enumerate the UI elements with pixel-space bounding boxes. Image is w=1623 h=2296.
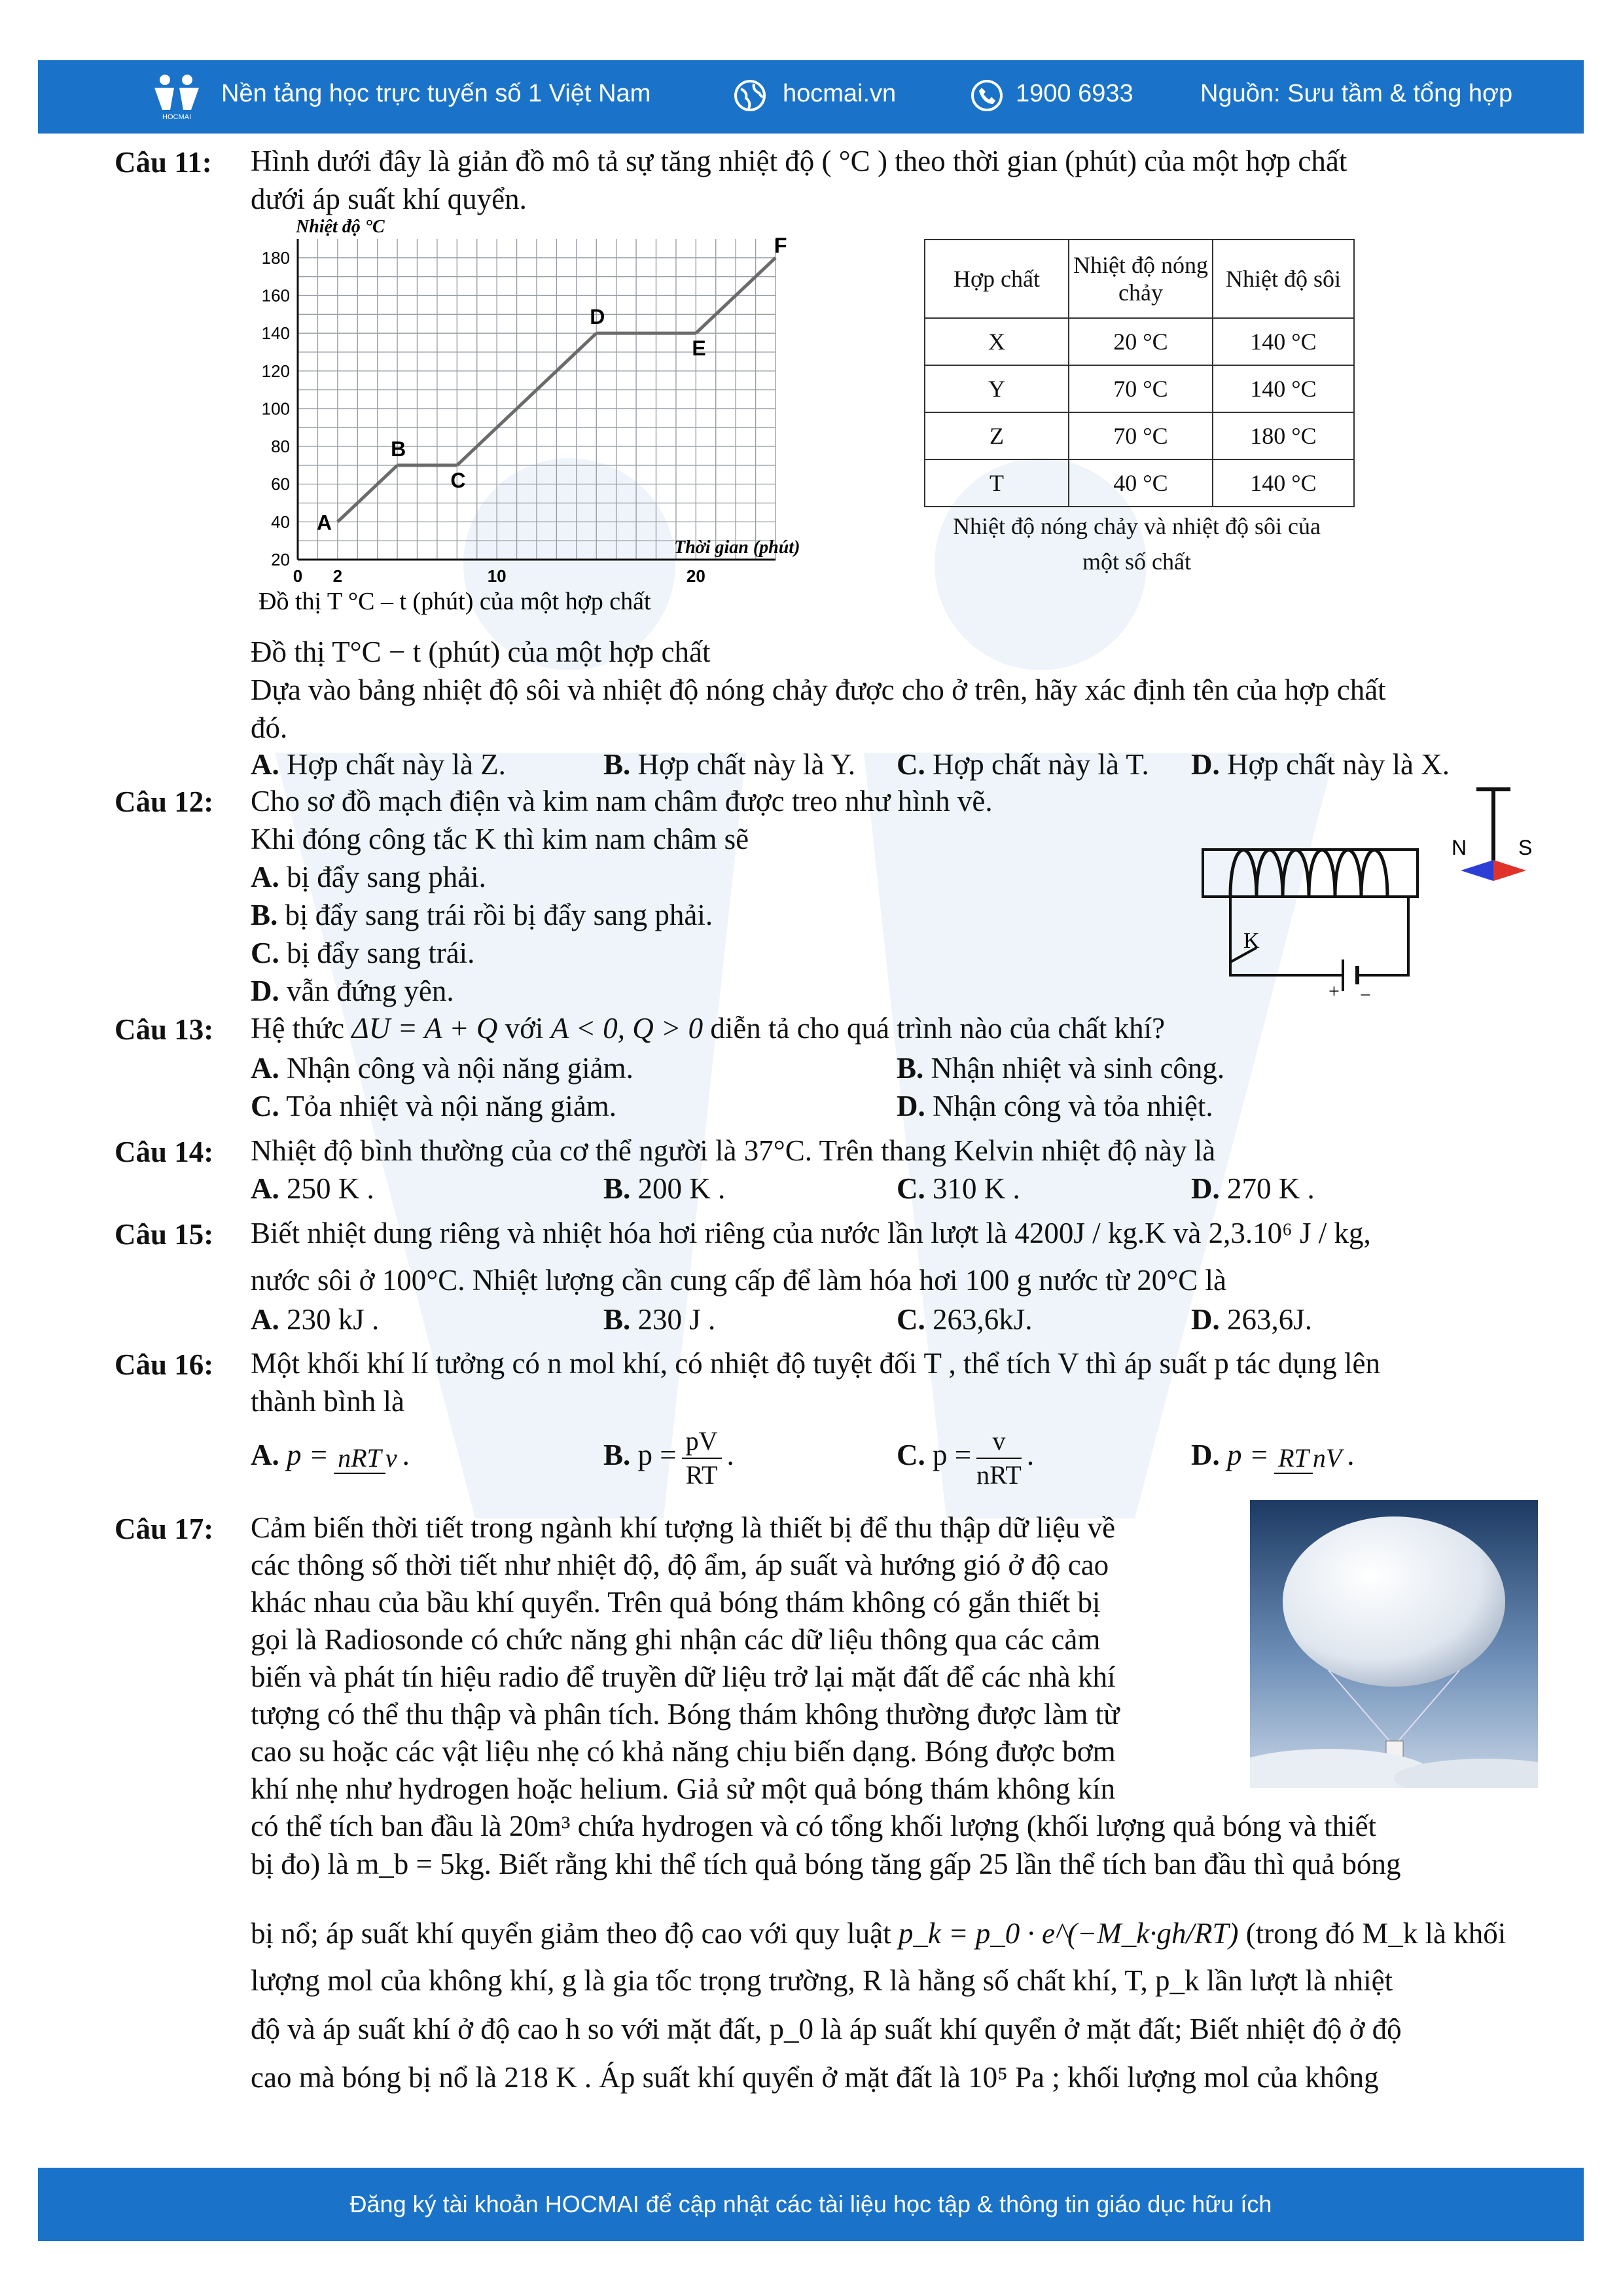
q17-line: lượng mol của không khí, g là gia tốc trọng trường, R là hằng số chất khí, T, p_k lần lượt là nhiệt — [251, 1964, 1393, 1997]
point-label-d: D — [590, 305, 605, 329]
q17-line: biến và phát tín hiệu radio để truyền dữ liệu trở lại mặt đất để các nhà khí — [251, 1660, 1116, 1693]
chart-ylabel: Nhiệt độ °C — [296, 217, 385, 237]
q14-option-b[interactable]: B. 200 K . — [603, 1172, 726, 1205]
q11-line1: Hình dưới đây là giản đồ mô tả sự tăng nhiệt độ ( °C ) theo thời gian (phút) của một hợp chất — [251, 145, 1347, 177]
q16-line2: thành bình là — [251, 1385, 404, 1418]
q15-option-c[interactable]: C. 263,6kJ. — [897, 1303, 1033, 1336]
temperature-time-chart — [242, 213, 844, 622]
q15-line1: Biết nhiệt dung riêng và nhiệt hóa hơi riêng của nước lần lượt là 4200J / kg.K và 2,3.10⁶ J / kg, — [251, 1217, 1371, 1249]
q12-line1: Cho sơ đồ mạch điện và kim nam châm được treo như hình vẽ. — [251, 785, 993, 817]
q13-option-a[interactable]: A. Nhận công và nội năng giảm. — [251, 1052, 633, 1085]
q15-line2: nước sôi ở 100°C. Nhiệt lượng cần cung cấp để làm hóa hơi 100 g nước từ 20°C là — [251, 1264, 1227, 1297]
cell: 140 °C — [1213, 318, 1354, 365]
y-tick-label: 180 — [261, 247, 290, 268]
solenoid-coil — [1230, 850, 1387, 897]
q15-option-a[interactable]: A. 230 kJ . — [251, 1303, 380, 1336]
q11-instruction-1: Dựa vào bảng nhiệt độ sôi và nhiệt độ nóng chảy được cho ở trên, hãy xác định tên của hợp chất — [251, 673, 1386, 706]
cell: X — [925, 318, 1069, 365]
point-label-f: F — [774, 233, 787, 257]
q16-label: Câu 16: — [115, 1348, 214, 1381]
solenoid-circuit-figure — [1191, 772, 1544, 1008]
y-tick-label: 20 — [271, 550, 290, 569]
table-caption-1: Nhiệt độ nóng chảy và nhiệt độ sôi của — [953, 513, 1321, 539]
point-label-b: B — [391, 437, 406, 461]
y-tick-label: 80 — [271, 437, 290, 457]
magnet-needle-north — [1461, 860, 1493, 881]
cell: 180 °C — [1213, 412, 1354, 459]
hocmai-logo-icon — [151, 73, 203, 120]
phone-icon — [970, 79, 1004, 113]
property-table-wrap — [924, 239, 1363, 579]
x-tick-label: 2 — [332, 566, 343, 586]
q11-option-a[interactable]: A. Hợp chất này là Z. — [251, 748, 506, 781]
q17-label: Câu 17: — [115, 1513, 214, 1545]
battery-minus: − — [1360, 984, 1371, 1006]
q15-option-b[interactable]: B. 230 J . — [603, 1303, 716, 1336]
q13-option-d[interactable]: D. Nhận công và tỏa nhiệt. — [897, 1090, 1213, 1122]
slogan: Nền tảng học trực tuyến số 1 Việt Nam — [221, 80, 651, 107]
y-tick-label: 40 — [271, 512, 290, 532]
q17-line: cao su hoặc các vật liệu nhẹ có khả năng chịu biến dạng. Bóng được bơm — [251, 1735, 1116, 1768]
chart-grid — [298, 239, 776, 560]
q17-line: tượng có thể thu thập và phân tích. Bóng thám không thường được làm từ — [251, 1698, 1120, 1731]
cell: 140 °C — [1213, 459, 1354, 507]
q12-line2: Khi đóng công tắc K thì kim nam châm sẽ — [251, 823, 749, 855]
table-caption-2: một số chất — [1082, 548, 1191, 575]
q12-option-c[interactable]: C. bị đẩy sang trái. — [251, 937, 475, 969]
cell: Y — [925, 365, 1069, 412]
q17-line: bị đo) là m_b = 5kg. Biết rằng khi thể tích quả bóng tăng gấp 25 lần thể tích ban đầu thì quả bóng — [251, 1848, 1401, 1880]
q14-label: Câu 14: — [115, 1136, 214, 1168]
phone-number[interactable]: 1900 6933 — [1016, 80, 1133, 107]
q16-option-d[interactable]: D. p = RT nV . — [1191, 1439, 1355, 1473]
q16-line1: Một khối khí lí tưởng có n mol khí, có nhiệt độ tuyệt đối T , thể tích V thì áp suất p tác dụng lên — [251, 1347, 1380, 1380]
cell: 20 °C — [1069, 318, 1213, 365]
point-label-c: C — [450, 468, 466, 492]
q11-label: Câu 11: — [115, 146, 212, 179]
source-note: Nguồn: Sưu tầm & tổng hợp — [1200, 80, 1513, 107]
y-tick-label: 100 — [261, 399, 290, 419]
q11-instruction-2: đó. — [251, 711, 288, 744]
cell: 140 °C — [1213, 365, 1354, 412]
th-boiling: Nhiệt độ sôi — [1213, 240, 1354, 318]
q13-option-c[interactable]: C. Tỏa nhiệt và nội năng giảm. — [251, 1090, 617, 1122]
th-compound: Hợp chất — [925, 240, 1069, 318]
q17-line: bị nổ; áp suất khí quyển giảm theo độ cao với quy luật p_k = p_0 · e^(−M_k·gh/RT) (trong đó M_k là khối — [251, 1917, 1507, 1950]
q12-label: Câu 12: — [115, 785, 214, 818]
north-label: N — [1452, 836, 1467, 859]
q12-option-a[interactable]: A. bị đẩy sang phải. — [251, 861, 486, 893]
q15-label: Câu 15: — [115, 1218, 214, 1251]
q16-option-b[interactable]: B. p = $\frac{pV}{RT}$ . — [603, 1426, 734, 1490]
chart-xlabel: Thời gian (phút) — [674, 537, 800, 558]
svg-text:HOCMAI: HOCMAI — [162, 113, 191, 120]
q17-line: gọi là Radiosonde có chức năng ghi nhận các dữ liệu thông qua các cảm — [251, 1623, 1101, 1656]
q17-line: có thể tích ban đầu là 20m³ chứa hydrogen và có tổng khối lượng (khối lượng quả bóng và thiết — [251, 1810, 1377, 1842]
q12-option-d[interactable]: D. vẫn đứng yên. — [251, 975, 454, 1007]
q16-option-a[interactable]: A. p = nRT v . — [251, 1439, 410, 1473]
y-tick-label: 120 — [261, 361, 290, 381]
website-link[interactable]: hocmai.vn — [783, 80, 897, 107]
chart-ticks — [262, 248, 705, 586]
q12-option-b[interactable]: B. bị đẩy sang trái rồi bị đẩy sang phải. — [251, 899, 713, 931]
x-tick-label: 0 — [293, 566, 303, 586]
cell: 70 °C — [1069, 365, 1213, 412]
th-melting: Nhiệt độ nóng chảy — [1069, 240, 1213, 318]
property-table — [924, 239, 1355, 507]
switch-label: K — [1243, 929, 1260, 953]
q17-line: độ và áp suất khí ở độ cao h so với mặt đất, p_0 là áp suất khí quyển ở mặt đất; Biết nhiệt độ ở độ — [251, 2013, 1402, 2045]
q17-line: khí nhẹ như hydrogen hoặc helium. Giả sử một quả bóng thám không kín — [251, 1772, 1116, 1805]
series-segment — [457, 333, 596, 465]
x-tick-label: 10 — [487, 566, 507, 586]
x-tick-label: 20 — [686, 566, 705, 586]
point-label-a: A — [316, 511, 332, 535]
pressure-formula: p_k = p_0 · e^(−M_k·gh/RT) — [898, 1917, 1239, 1950]
cell: Z — [925, 412, 1069, 459]
y-tick-label: 140 — [261, 323, 290, 344]
point-label-e: E — [692, 336, 706, 361]
q17-line: các thông số thời tiết như nhiệt độ, độ ẩm, áp suất và hướng gió ở độ cao — [251, 1549, 1109, 1581]
footer-bar: Đăng ký tài khoản HOCMAI để cập nhật các tài liệu học tập & thông tin giáo dục hữu ích — [38, 2168, 1584, 2241]
south-label: S — [1518, 836, 1533, 859]
weather-balloon-photo — [1250, 1500, 1538, 1788]
q16-option-c[interactable]: C. p = $\frac{v}{\text{nRT}}$ . — [897, 1426, 1035, 1490]
cell: 40 °C — [1069, 459, 1213, 507]
y-tick-label: 160 — [261, 285, 290, 306]
globe-icon — [733, 79, 767, 113]
q13-line: Hệ thức ΔU = A + Q với A < 0, Q > 0 diễn tả cho quá trình nào của chất khí? — [251, 1012, 1166, 1045]
q17-line: cao mà bóng bị nổ là 218 K . Áp suất khí quyển ở mặt đất là 10⁵ Pa ; khối lượng mol của không — [251, 2061, 1379, 2094]
q14-option-a[interactable]: A. 250 K . — [251, 1172, 374, 1205]
chart-point-labels — [317, 234, 787, 535]
q11-caption: Đồ thị T°C − t (phút) của một hợp chất — [251, 636, 711, 668]
q14-line: Nhiệt độ bình thường của cơ thể người là 37°C. Trên thang Kelvin nhiệt độ này là — [251, 1134, 1216, 1167]
q13-option-b[interactable]: B. Nhận nhiệt và sinh công. — [897, 1052, 1225, 1085]
battery-plus: + — [1329, 980, 1340, 1002]
cell: T — [925, 459, 1069, 507]
q11-option-d[interactable]: D. Hợp chất này là X. — [1191, 748, 1450, 781]
q13-label: Câu 13: — [115, 1013, 214, 1046]
q14-option-c[interactable]: C. 310 K . — [897, 1172, 1020, 1205]
magnet-needle-south — [1493, 860, 1526, 881]
cell: 70 °C — [1069, 412, 1213, 459]
q17-line: Cảm biến thời tiết trong ngành khí tượng là thiết bị để thu thập dữ liệu về — [251, 1511, 1116, 1544]
q15-option-d[interactable]: D. 263,6J. — [1191, 1303, 1313, 1336]
q11-option-b[interactable]: B. Hợp chất này là Y. — [603, 748, 855, 781]
series-segment — [338, 465, 397, 522]
q11-line2: dưới áp suất khí quyển. — [251, 183, 527, 215]
q14-option-d[interactable]: D. 270 K . — [1191, 1172, 1315, 1205]
q17-line: khác nhau của bầu khí quyển. Trên quả bóng thám không có gắn thiết bị — [251, 1586, 1101, 1619]
q11-option-c[interactable]: C. Hợp chất này là T. — [897, 748, 1149, 781]
y-tick-label: 60 — [271, 474, 290, 494]
header-bar — [38, 60, 1584, 134]
chart-title: Đồ thị T °C – t (phút) của một hợp chất — [259, 588, 651, 615]
